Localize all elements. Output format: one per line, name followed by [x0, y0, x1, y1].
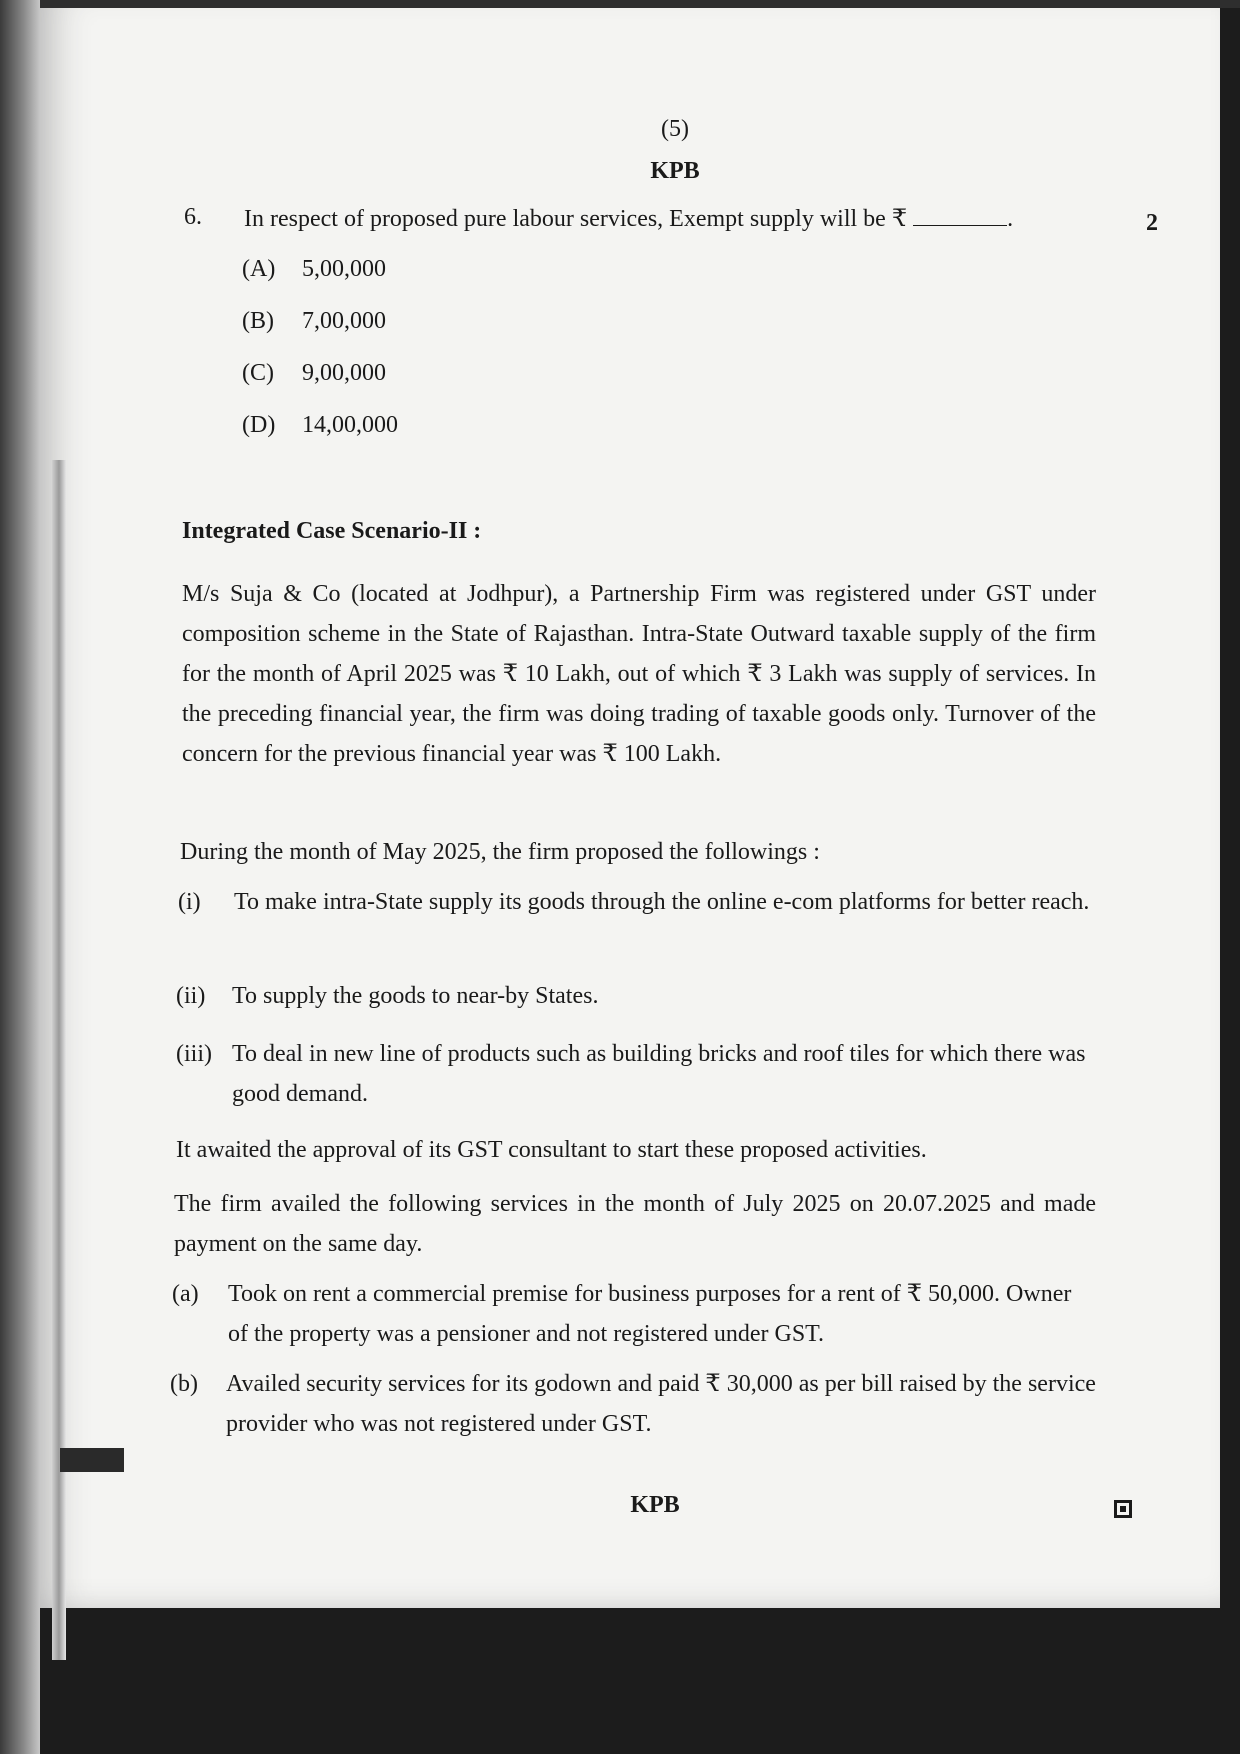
service-text: Took on rent a commercial premise for business purposes for a rent of ₹ 50,000. Owner of the property was a pensioner and not registered under GST.	[228, 1281, 1072, 1347]
approval-paragraph: It awaited the approval of its GST consultant to start these proposed activities.	[176, 1137, 927, 1163]
paper-code-top: KPB	[650, 158, 700, 184]
option-a	[242, 256, 386, 283]
proposals-intro: During the month of May 2025, the firm proposed the followings :	[180, 839, 820, 865]
services-intro-paragraph: The firm availed the following services in the month of July 2025 on 20.07.2025 and made payment on the same day.	[174, 1191, 1096, 1257]
paper-code-bottom: KPB	[630, 1492, 680, 1518]
proposal-text: To deal in new line of products such as building bricks and roof tiles for which there was good demand.	[232, 1041, 1086, 1107]
option-value: 14,00,000	[302, 412, 398, 438]
proposal-item	[176, 1034, 1096, 1114]
proposal-text: To make intra-State supply its goods through the online e-com platforms for better reach.	[234, 889, 1090, 915]
question-text	[244, 204, 1013, 233]
option-c	[242, 360, 386, 387]
case-intro-paragraph: M/s Suja & Co (located at Jodhpur), a Partnership Firm was registered under GST under composition scheme in the State of Rajasthan. Intra-State Outward taxable supply of the firm for the month of April 2025 was ₹ 10 Lakh, out of which ₹ 3 Lakh was supply of services. In the preceding financial year, the firm was doing trading of taxable goods only. Turnover of the concern for the previous financial year was ₹ 100 Lakh.	[182, 581, 1096, 767]
service-label: (b)	[170, 1371, 198, 1397]
proposal-label: (ii)	[176, 983, 206, 1009]
page-number: (5)	[661, 116, 689, 142]
question-number: 6.	[184, 204, 202, 230]
option-label: (A)	[242, 256, 276, 282]
question-stem: In respect of proposed pure labour services, Exempt supply will be ₹	[244, 206, 908, 232]
service-text: Availed security services for its godown and paid ₹ 30,000 as per bill raised by the service provider who was not registered under GST.	[226, 1371, 1096, 1437]
scan-top-edge	[0, 0, 1240, 8]
option-label: (B)	[242, 308, 274, 334]
page-tab-mark	[60, 1448, 124, 1472]
case-scenario-heading: Integrated Case Scenario-II :	[182, 518, 482, 544]
option-label: (D)	[242, 412, 276, 438]
option-value: 7,00,000	[302, 308, 386, 334]
proposal-item	[178, 882, 1096, 962]
option-b	[242, 308, 386, 335]
proposal-label: (i)	[178, 889, 201, 915]
proposal-text: To supply the goods to near-by States.	[232, 983, 599, 1009]
service-item	[170, 1364, 1096, 1444]
service-item	[172, 1274, 1096, 1354]
option-value: 9,00,000	[302, 360, 386, 386]
option-label: (C)	[242, 360, 274, 386]
scan-binding-shadow	[0, 0, 40, 1754]
question-marks: 2	[1146, 210, 1158, 236]
question-end-punct: .	[1007, 206, 1014, 232]
answer-blank	[913, 205, 1007, 226]
proposal-item	[176, 976, 1096, 1016]
page-end-marker-icon	[1114, 1500, 1132, 1518]
service-label: (a)	[172, 1281, 199, 1307]
option-value: 5,00,000	[302, 256, 386, 282]
option-d	[242, 412, 398, 439]
proposal-label: (iii)	[176, 1041, 212, 1067]
binding-strip	[52, 460, 66, 1660]
